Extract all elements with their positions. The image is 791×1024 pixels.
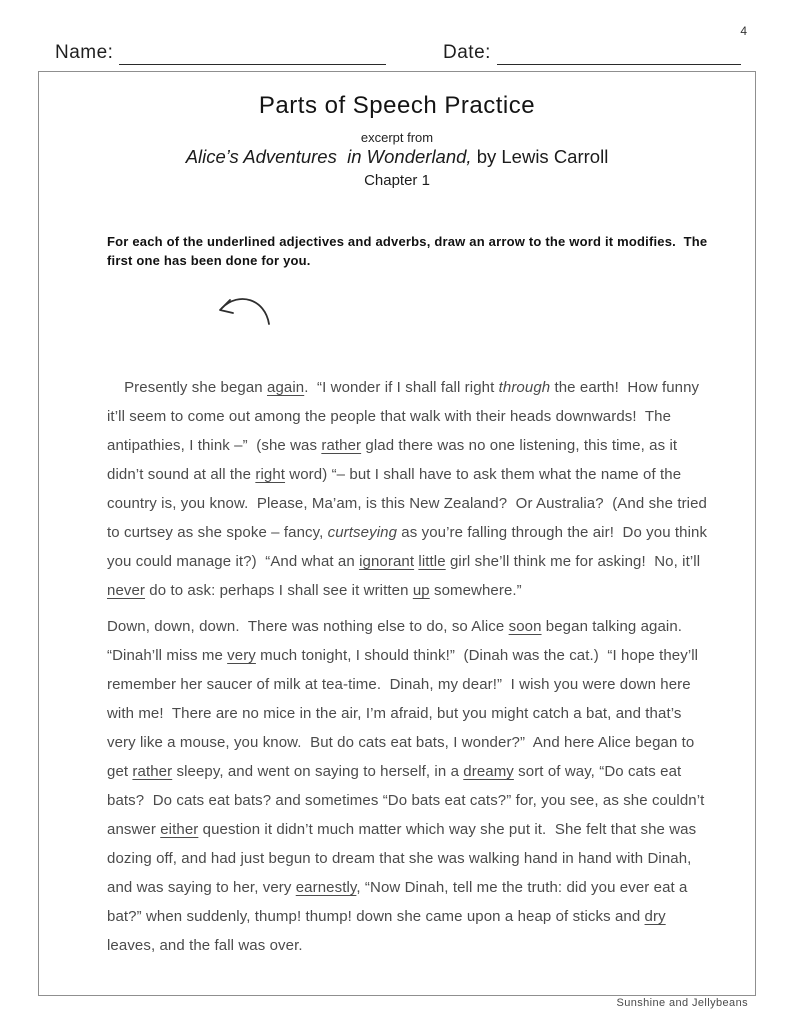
name-field-line [119, 64, 386, 65]
text-run: little [418, 553, 446, 570]
text-run: somewhere.” [429, 582, 522, 599]
text-run: soon [508, 618, 542, 635]
book-title-line [39, 146, 755, 168]
text-run: sort of way, “Do cats eat bats? Do cats eat bats? and sometimes “Do bats eat cats?” for, you see, as she couldn’t answer [107, 763, 709, 838]
footer-credit: Sunshine and Jellybeans [616, 997, 748, 1009]
text-run: leaves, and the fall was over. [107, 908, 670, 954]
text-run: the earth! How funny it’ll seem to come out among the people that walk with their heads downwards! The antipathies, I think –” (she was [107, 379, 704, 454]
text-run: never [107, 582, 146, 599]
name-label: Name: [55, 42, 114, 63]
arrow-annotation [203, 291, 343, 331]
text-run: . “I wonder if I shall fall right [304, 379, 499, 396]
byline: by Lewis Carroll [471, 146, 609, 167]
subtitle-excerpt: excerpt from [360, 130, 434, 145]
text-run: dreamy [463, 763, 514, 780]
passage-paragraph [107, 612, 709, 960]
text-run: do to ask: perhaps I shall see it written [145, 582, 413, 599]
text-run: Down, down, down. There was nothing else to do, so Alice [107, 618, 509, 635]
text-run: up [412, 582, 430, 599]
text-run: as you’re falling through the air! Do you think you could manage it?) “And what an [107, 524, 712, 570]
text-run: , “Now Dinah, tell me the truth: did you ever eat a bat?” when suddenly, thump! thump! down she came upon a heap of sticks and [107, 879, 692, 925]
text-run: glad there was no one listening, this time, as it didn’t sound at all the [107, 437, 682, 483]
passage-paragraph [107, 315, 712, 605]
text-run: rather [321, 437, 362, 454]
text-run: again [267, 379, 305, 396]
text-run: word) “– but I shall have to ask them what the name of the country is, you know. Please, Ma’am, is this New Zealand? Or Australia? (And she tried to curtsey as she spoke – fancy, [107, 466, 712, 541]
text-run: dry [644, 908, 666, 925]
text-run: girl she’ll think me for asking! No, it’ll [445, 553, 705, 570]
date-label: Date: [443, 42, 491, 63]
text-run: ignorant [359, 553, 415, 570]
text-run: curtseying [327, 524, 398, 541]
instructions-text: For each of the underlined adjectives and adverbs, draw an arrow to the word it modifies. The first one has been done for you. [107, 234, 712, 268]
page-title: Parts of Speech Practice [258, 92, 536, 119]
text-run: earnestly [295, 879, 357, 896]
chapter-heading: Chapter 1 [364, 172, 430, 189]
text-run: right [255, 466, 286, 483]
text-run: rather [132, 763, 173, 780]
text-run: Presently she began [124, 379, 268, 396]
text-run: sleepy, and went on saying to herself, in a [172, 763, 464, 780]
text-run: question it didn’t much matter which way she put it. She felt that she was dozing off, and had just begun to dream that she was walking hand in hand with Dinah, and was saying to her, very [107, 821, 701, 896]
text-run: through [498, 379, 551, 396]
worksheet-box [38, 71, 756, 996]
book-title: Alice’s Adventures in Wonderland, [185, 146, 472, 167]
text-run: very [227, 647, 256, 664]
page-number: 4 [740, 24, 747, 38]
text-run: began talking again. “Dinah’ll miss me [107, 618, 691, 664]
text-run: much tonight, I should think!” (Dinah was the cat.) “I hope they’ll remember her saucer of milk at tea-time. Dinah, my dear!” I wish you were down here with me! There are no mice in the air, I’m afraid, but you might catch a bat, and that’s very like a mouse, you know. But do cats eat bats, I wonder?” And here Alice began to get [107, 647, 703, 780]
text-run: either [160, 821, 199, 838]
date-field-line [497, 64, 741, 65]
